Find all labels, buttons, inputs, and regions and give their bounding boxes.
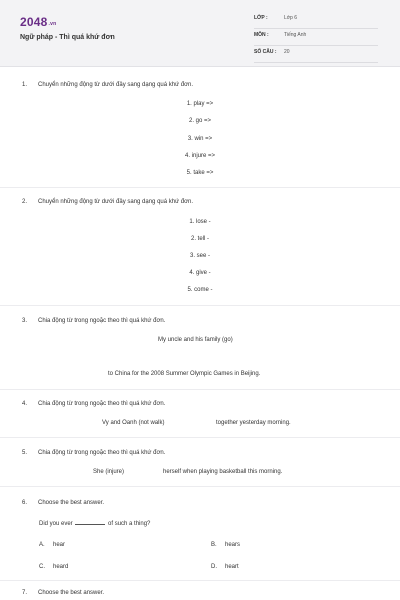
- meta-row-count: [254, 46, 378, 63]
- question-number: 7.: [22, 590, 28, 596]
- verb-item: 5. take =>: [186, 170, 214, 176]
- meta-row-class: [254, 12, 378, 29]
- verb-item: 3. win =>: [187, 136, 213, 142]
- question-7: [22, 590, 104, 596]
- question-text: Chia động từ trong ngoặc theo thì quá khứ đơn.: [38, 318, 166, 324]
- question-number: 6.: [22, 500, 28, 506]
- meta-value: 20: [284, 49, 290, 55]
- meta-label: MÔN :: [254, 32, 269, 38]
- meta-info: [254, 12, 378, 63]
- question-3: [22, 318, 165, 324]
- verb-item: 2. tell -: [190, 236, 209, 242]
- meta-value: Lớp 6: [284, 15, 298, 21]
- question-number: 4.: [22, 401, 28, 407]
- sentence-part: herself when playing basketball this morning.: [163, 469, 283, 475]
- verb-item: 3. see -: [189, 253, 210, 259]
- divider: [0, 305, 400, 306]
- prompt-end: of such a thing?: [108, 521, 151, 527]
- option-text: hears: [225, 542, 241, 548]
- question-number: 2.: [22, 199, 28, 205]
- question-number: 1.: [22, 82, 28, 88]
- sentence-part: Vy and Oanh (not walk): [102, 420, 165, 426]
- question-prompt: [39, 519, 150, 527]
- question-text: Chia động từ trong ngoặc theo thì quá khứ đơn.: [38, 450, 166, 456]
- verb-item: 4. injure =>: [184, 153, 216, 159]
- verb-item: 2. go =>: [188, 118, 212, 124]
- verb-item: 4. give -: [189, 270, 211, 276]
- question-2: [22, 199, 193, 205]
- page-title: Ngữ pháp - Thì quá khứ đơn: [20, 34, 115, 41]
- option-text: hear: [53, 542, 66, 548]
- answer-option-b[interactable]: [211, 542, 240, 548]
- question-number: 5.: [22, 450, 28, 456]
- divider: [0, 187, 400, 188]
- question-text: Choose the best answer.: [38, 500, 105, 506]
- divider: [0, 437, 400, 438]
- divider: [0, 486, 400, 487]
- question-text: Chuyển những động từ dưới đây sang dạng quá khứ đơn.: [38, 82, 194, 88]
- question-6: [22, 500, 104, 506]
- option-letter: A.: [39, 542, 45, 548]
- question-1: [22, 82, 193, 88]
- meta-value: Tiếng Anh: [284, 32, 307, 38]
- answer-blank: [75, 519, 105, 525]
- answer-option-d[interactable]: [211, 564, 239, 570]
- question-text: Choose the best answer.: [38, 590, 105, 596]
- meta-label: SỐ CÂU :: [254, 49, 277, 55]
- meta-row-subject: [254, 29, 378, 46]
- question-text: Chia động từ trong ngoặc theo thì quá khứ đơn.: [38, 401, 166, 407]
- divider: [0, 389, 400, 390]
- answer-option-a[interactable]: [39, 542, 65, 548]
- worksheet-header: [0, 0, 400, 67]
- answer-option-c[interactable]: [39, 564, 68, 570]
- sentence-part: to China for the 2008 Summer Olympic Games in Beijing.: [108, 371, 261, 377]
- meta-label: LỚP :: [254, 15, 268, 21]
- verb-item: 1. play =>: [186, 101, 214, 107]
- question-number: 3.: [22, 318, 28, 324]
- option-letter: C.: [39, 564, 45, 570]
- question-5: [22, 450, 165, 456]
- option-text: heart: [225, 564, 239, 570]
- sentence-part: She (injure): [93, 469, 125, 475]
- sentence-part: together yesterday morning.: [216, 420, 291, 426]
- logo-main: 2048: [20, 15, 48, 29]
- question-text: Chuyển những động từ dưới đây sang dạng quá khứ đơn.: [38, 199, 194, 205]
- option-letter: D.: [211, 564, 217, 570]
- divider: [0, 580, 400, 581]
- prompt-start: Did you ever: [39, 521, 73, 527]
- logo-suffix: .vn: [48, 21, 57, 27]
- option-letter: B.: [211, 542, 217, 548]
- sentence-part: My uncle and his family (go): [158, 337, 233, 343]
- option-text: heard: [53, 564, 69, 570]
- question-4: [22, 401, 165, 407]
- site-logo[interactable]: [20, 15, 56, 29]
- verb-item: 1. lose -: [189, 219, 211, 225]
- verb-item: 5. come -: [187, 287, 213, 293]
